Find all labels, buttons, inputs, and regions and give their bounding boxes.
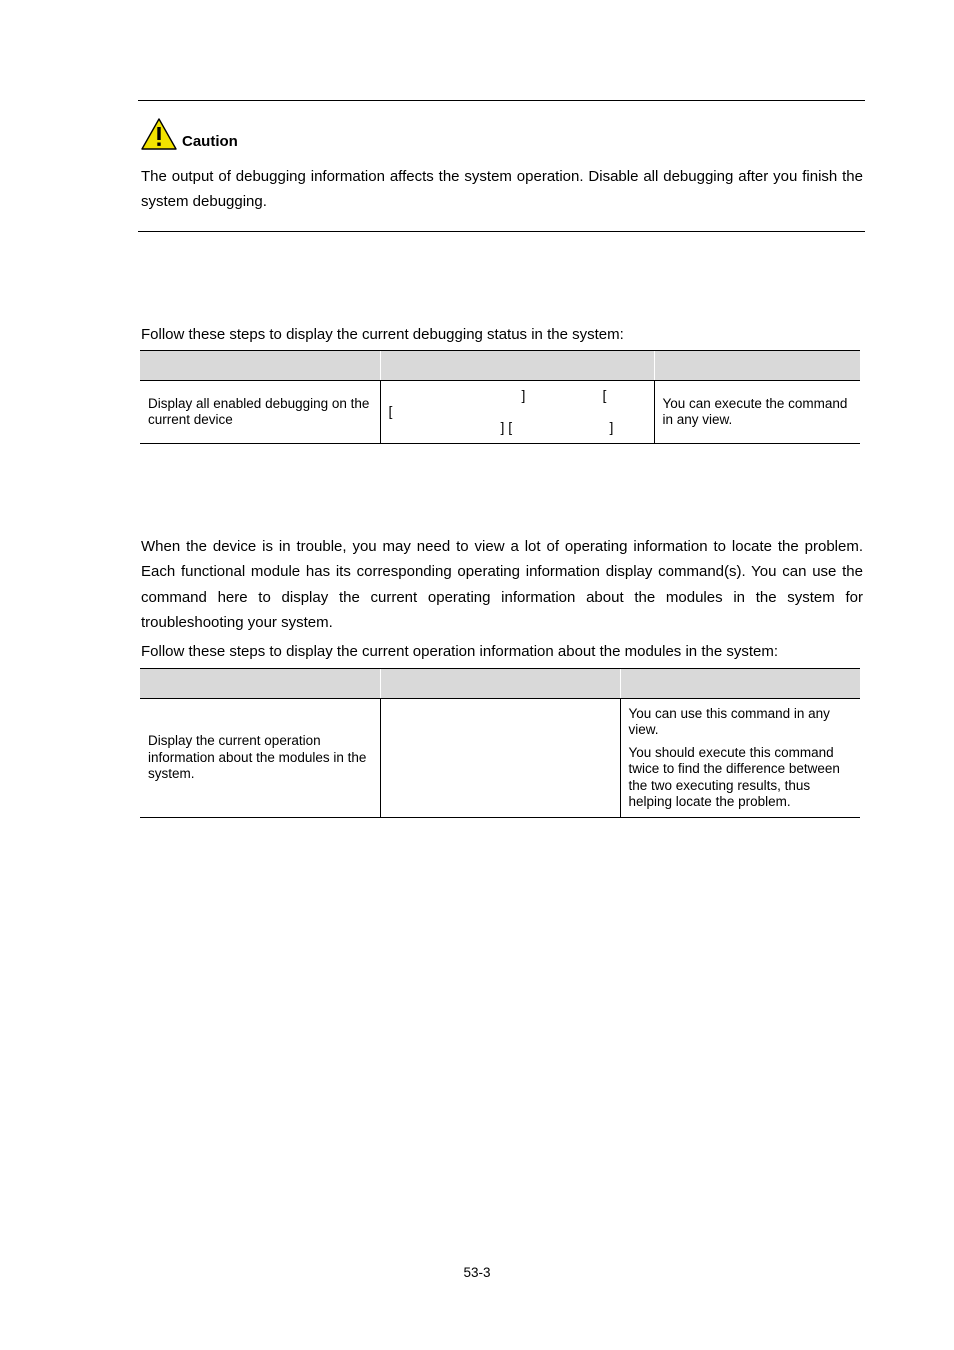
operation-cell: Display the current operation information about the modules in the system. [140, 699, 380, 818]
command-cell [380, 381, 654, 444]
table-row [140, 381, 860, 444]
caution-title: Caution [182, 133, 238, 150]
operation-cell: Display all enabled debugging on the current device [140, 381, 380, 444]
warning-icon [141, 118, 177, 150]
header-remarks [620, 669, 860, 699]
debugging-intro: Follow these steps to display the current debugging status in the system: [141, 326, 624, 343]
caution-text: The output of debugging information affects the system operation. Disable all debugging after you finish the system debugging. [141, 168, 863, 211]
command-bracket: [ [388, 403, 393, 419]
command-bracket: ] [521, 387, 526, 403]
caution-bottom-rule [138, 231, 865, 232]
command-bracket: [ [602, 387, 607, 403]
header-operation [140, 669, 380, 699]
header-remarks [654, 351, 860, 381]
remark-line: You can use this command in any view. [628, 705, 830, 737]
debugging-table [140, 350, 860, 444]
command-bracket: ] [ [500, 419, 513, 435]
caution-top-rule [138, 100, 865, 101]
table-header-row [140, 351, 860, 381]
command-bracket: ] [609, 419, 614, 435]
command-cell [380, 699, 620, 818]
table-header-row [140, 669, 860, 699]
operating-paragraph: When the device is in trouble, you may need to view a lot of operating information to locate the problem. Each functional module has its corresponding operating information display command(s). You can use the command here to display the current operating information about the modules in the system for troubleshooting your system. [141, 538, 863, 631]
header-command [380, 669, 620, 699]
page-number: 53-3 [463, 1265, 491, 1280]
header-operation [140, 351, 380, 381]
remark-line: You should execute this command twice to find the difference between the two executing results, thus helping locate the problem. [628, 744, 840, 809]
remarks-cell [620, 699, 860, 818]
remarks-cell: You can execute the command in any view. [654, 381, 860, 444]
operating-table [140, 668, 860, 818]
operating-intro: Follow these steps to display the current operation information about the modules in the system: [141, 643, 779, 660]
header-command [380, 351, 654, 381]
table-row [140, 699, 860, 818]
